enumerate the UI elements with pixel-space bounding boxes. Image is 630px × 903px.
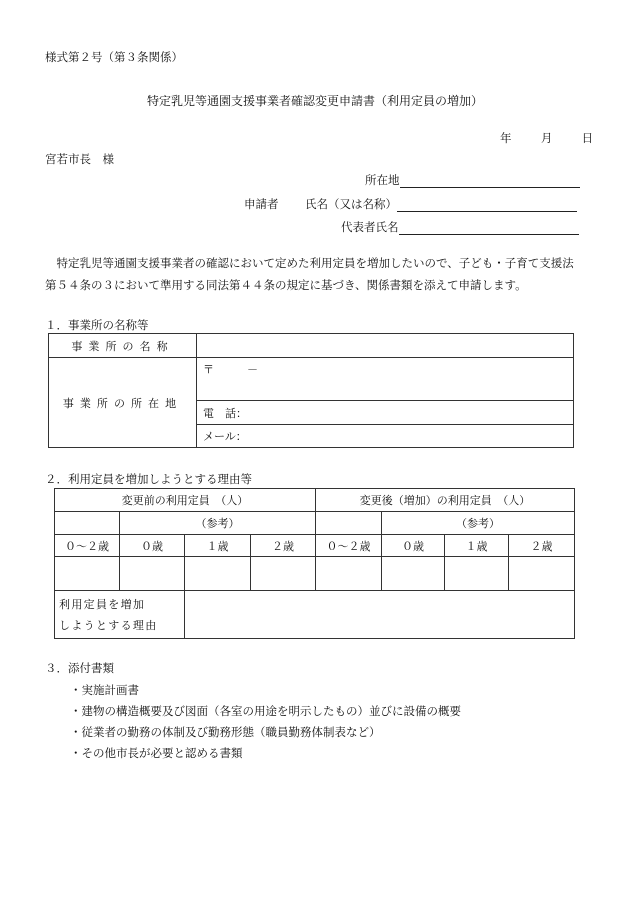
- attachment-item: ・実施計画書: [70, 683, 139, 697]
- before-reference: （参考）: [120, 512, 316, 535]
- address-label: 所在地: [365, 173, 400, 187]
- before-blank: [55, 512, 120, 535]
- facility-table: [48, 333, 574, 448]
- after-value-0-2[interactable]: [316, 557, 382, 591]
- document-title: 特定乳児等通園支援事業者確認変更申請書（利用定員の増加）: [146, 94, 483, 108]
- before-header: 変更前の利用定員 （人）: [55, 489, 316, 512]
- attachment-item: ・建物の構造概要及び図面（各室の用途を明示したもの）並びに設備の概要: [70, 704, 461, 718]
- phone-cell[interactable]: 電 話：: [197, 401, 574, 425]
- after-value-0[interactable]: [382, 557, 445, 591]
- attachment-item: ・従業者の勤務の体制及び勤務形態（職員勤務体制表など）: [70, 725, 381, 739]
- date-month: 月: [540, 131, 553, 145]
- name-blank[interactable]: [397, 197, 577, 212]
- applicant-name-row: [305, 196, 577, 212]
- facility-address-label: 事業所の所在地: [49, 358, 197, 448]
- section2-heading: ２．利用定員を増加しようとする理由等: [45, 472, 252, 486]
- before-age-0: ０歳: [120, 535, 185, 557]
- before-value-0[interactable]: [120, 557, 185, 591]
- before-value-1[interactable]: [185, 557, 251, 591]
- before-value-0-2[interactable]: [55, 557, 120, 591]
- rep-blank[interactable]: [399, 220, 579, 235]
- after-value-2[interactable]: [509, 557, 575, 591]
- after-age-0-2: ０～２歳: [316, 535, 382, 557]
- capacity-table: [54, 488, 575, 639]
- applicant-label: 申請者: [244, 197, 279, 211]
- before-age-0-2: ０～２歳: [55, 535, 120, 557]
- email-cell[interactable]: メール：: [197, 425, 574, 448]
- before-age-1: １歳: [185, 535, 251, 557]
- date-year: 年: [500, 131, 512, 145]
- form-number: 様式第２号（第３条関係）: [45, 50, 183, 64]
- date-line: [500, 130, 593, 146]
- attachments-list: [70, 680, 461, 764]
- attachment-item: ・その他市長が必要と認める書類: [70, 746, 243, 760]
- applicant-address-row: [365, 172, 580, 188]
- reason-cell[interactable]: [185, 591, 575, 639]
- name-label: 氏名（又は名称）: [305, 197, 397, 211]
- after-value-1[interactable]: [445, 557, 509, 591]
- rep-label: 代表者氏名: [341, 220, 399, 234]
- before-value-2[interactable]: [251, 557, 316, 591]
- before-age-2: ２歳: [251, 535, 316, 557]
- postal-cell[interactable]: 〒 －: [197, 358, 574, 401]
- after-blank: [316, 512, 382, 535]
- section1-heading: １．事業所の名称等: [45, 318, 149, 332]
- facility-name-cell[interactable]: [197, 334, 574, 358]
- addressee: 宮若市長 様: [45, 152, 114, 166]
- after-reference: （参考）: [382, 512, 575, 535]
- facility-name-label: 事業所の名称: [49, 334, 197, 358]
- applicant-rep-row: [341, 219, 579, 235]
- reason-label: 利用定員を増加 しようとする理由: [55, 591, 185, 639]
- section3-heading: ３．添付書類: [45, 661, 114, 675]
- after-age-2: ２歳: [509, 535, 575, 557]
- after-age-0: ０歳: [382, 535, 445, 557]
- after-age-1: １歳: [445, 535, 509, 557]
- address-blank[interactable]: [400, 173, 580, 188]
- body-paragraph: 特定乳児等通園支援事業者の確認において定めた利用定員を増加したいので、子ども・子育て支援法第５４条の３において準用する同法第４４条の規定に基づき、関係書類を添えて申請します。: [45, 256, 574, 292]
- after-header: 変更後（増加）の利用定員 （人）: [316, 489, 575, 512]
- date-day: 日: [581, 131, 594, 145]
